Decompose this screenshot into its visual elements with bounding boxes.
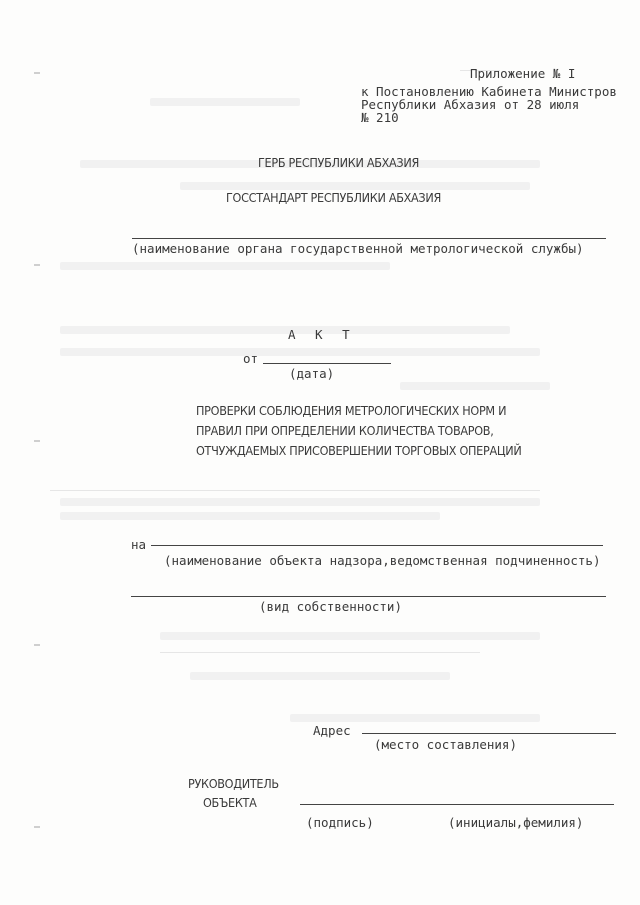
appendix-number: Приложение № I <box>470 66 576 81</box>
bleed-through-mark <box>190 672 450 680</box>
date-field <box>263 363 391 364</box>
bleed-through-mark <box>150 98 300 106</box>
act-purpose-line: ОТЧУЖДАЕМЫХ ПРИСОВЕРШЕНИИ ТОРГОВЫХ ОПЕРАЦИЙ <box>196 443 522 458</box>
address-field <box>362 733 616 734</box>
bleed-through-mark <box>160 632 540 640</box>
bleed-through-mark <box>160 652 480 653</box>
object-caption: (наименование объекта надзора,ведомственная подчиненность) <box>164 553 601 568</box>
coat-of-arms-heading: ГЕРБ РЕСПУБЛИКИ АБХАЗИЯ <box>258 155 419 170</box>
bleed-through-mark <box>180 182 530 190</box>
bleed-through-mark <box>60 262 390 270</box>
signature-caption: (подпись) <box>306 815 374 830</box>
appendix-reference-line: Республики Абхазия от 28 июля <box>361 97 580 112</box>
head-label-line: ОБЪЕКТА <box>203 795 257 810</box>
bleed-through-mark <box>60 512 440 520</box>
appendix-reference-line: № 210 <box>361 110 399 125</box>
punch-mark <box>34 440 40 442</box>
object-field <box>151 545 603 546</box>
ownership-field <box>131 596 606 597</box>
date-caption: (дата) <box>289 366 335 381</box>
act-purpose-line: ПРОВЕРКИ СОБЛЮДЕНИЯ МЕТРОЛОГИЧЕСКИХ НОРМ И <box>196 403 507 418</box>
bleed-through-mark <box>60 498 540 506</box>
address-caption: (место составления) <box>374 737 517 752</box>
appendix-reference-line: к Постановлению Кабинета Министров <box>361 84 617 99</box>
ownership-caption: (вид собственности) <box>259 599 402 614</box>
bleed-through-mark <box>290 714 540 722</box>
name-caption: (инициалы,фемилия) <box>448 815 584 830</box>
standards-agency-heading: ГОССТАНДАРТ РЕСПУБЛИКИ АБХАЗИЯ <box>226 190 441 205</box>
address-label: Адрес <box>313 723 351 738</box>
punch-mark <box>34 264 40 266</box>
metrology-service-caption: (наименование органа государственной метрологической службы) <box>132 241 584 256</box>
signature-field <box>300 804 614 805</box>
bleed-through-mark <box>60 348 540 356</box>
punch-mark <box>34 72 40 74</box>
act-title: А К Т <box>288 327 356 342</box>
punch-mark <box>34 644 40 646</box>
object-prefix: на <box>131 537 147 552</box>
bleed-through-mark <box>50 490 540 491</box>
bleed-through-mark <box>60 326 510 334</box>
punch-mark <box>34 826 40 828</box>
head-label-line: РУКОВОДИТЕЛЬ <box>188 776 279 791</box>
act-purpose-line: ПРАВИЛ ПРИ ОПРЕДЕЛЕНИИ КОЛИЧЕСТВА ТОВАРОВ, <box>196 423 494 438</box>
date-prefix: от <box>243 351 259 366</box>
bleed-through-mark <box>400 382 550 390</box>
metrology-service-field <box>132 238 606 239</box>
